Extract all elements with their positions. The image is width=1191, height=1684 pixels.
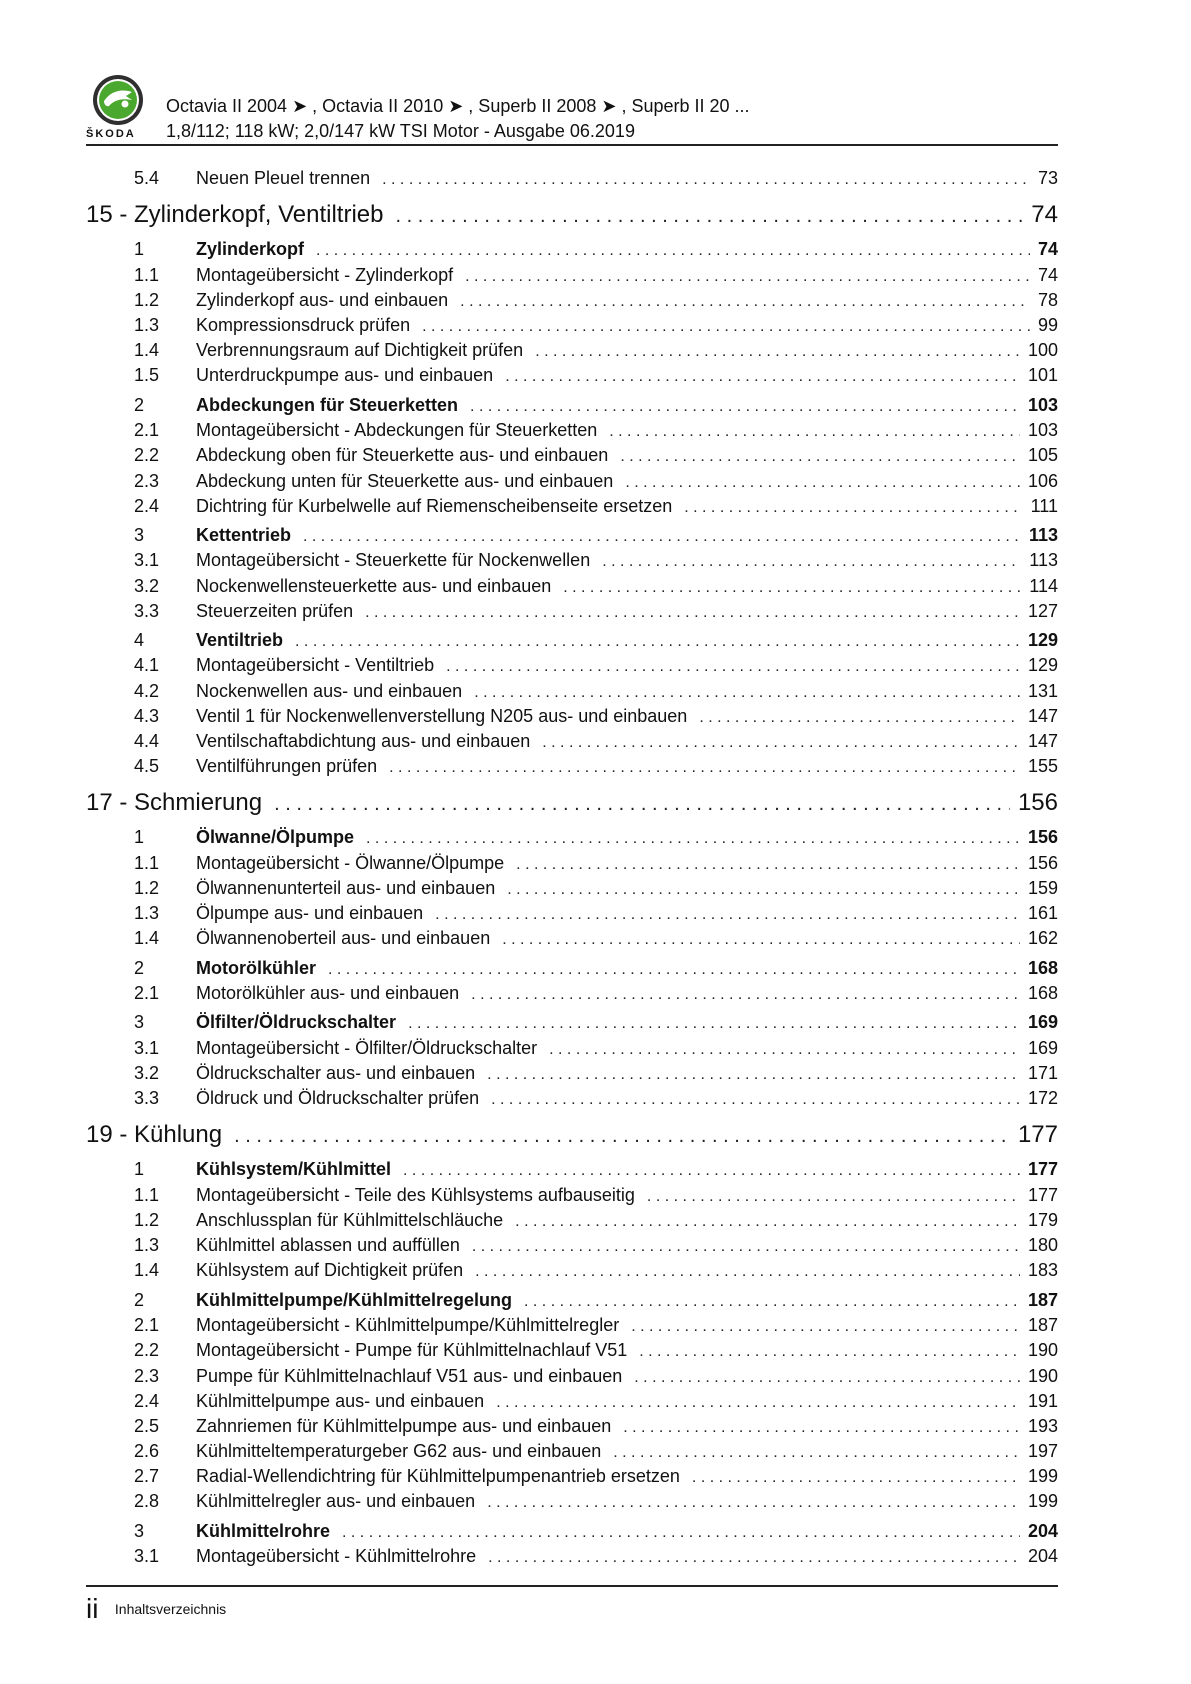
- toc-number: 2.3: [134, 1365, 160, 1386]
- toc-number: 2.8: [134, 1491, 160, 1512]
- toc-entry[interactable]: [86, 853, 1058, 878]
- toc-number: 5.4: [134, 168, 160, 188]
- toc-page-number: 199: [1027, 1466, 1058, 1487]
- toc-page-number: 169: [1027, 1012, 1058, 1033]
- toc-page-number: 106: [1027, 470, 1058, 491]
- toc-section[interactable]: [86, 521, 1058, 551]
- toc-leader-dots: [507, 881, 1020, 899]
- toc-title: Kettentrieb: [196, 524, 292, 545]
- toc-page-number: 191: [1027, 1390, 1058, 1411]
- toc-title: Montageübersicht - Abdeckungen für Steuerketten: [196, 420, 598, 441]
- toc-title: 17 - Schmierung: [86, 789, 263, 817]
- toc-title: Ölwanne/Ölpumpe: [196, 827, 355, 848]
- toc-number: 1: [134, 827, 145, 848]
- toc-title: Pumpe für Kühlmittelnachlauf V51 aus- und einbauen: [196, 1365, 623, 1386]
- toc-title: Ventiltrieb: [196, 629, 284, 650]
- toc-number: 2.3: [134, 470, 160, 491]
- toc-leader-dots: [487, 1066, 1020, 1084]
- toc-title: Motorölkühler: [196, 957, 316, 978]
- toc-leader-dots: [316, 242, 1030, 260]
- toc-entry[interactable]: [86, 706, 1058, 731]
- toc-leader-dots: [303, 528, 1021, 546]
- toc-number: 4.1: [134, 655, 160, 676]
- toc-entry[interactable]: [86, 420, 1058, 445]
- toc-title: Nockenwellen aus- und einbauen: [196, 680, 463, 701]
- toc-title: Nockenwellensteuerkette aus- und einbauen: [196, 575, 552, 596]
- toc-title: Neuen Pleuel trennen: [196, 168, 371, 188]
- toc-leader-dots: [524, 1293, 1020, 1311]
- toc-page-number: 129: [1027, 629, 1058, 650]
- page-footer: [86, 1593, 226, 1625]
- toc-number: 1.3: [134, 903, 160, 924]
- toc-title: Ventilschaftabdichtung aus- und einbauen: [196, 731, 531, 751]
- toc-leader-dots: [366, 830, 1020, 848]
- toc-chapter[interactable]: [86, 781, 1058, 823]
- toc-page-number: 113: [1028, 524, 1058, 545]
- toc-title: Abdeckungen für Steuerketten: [196, 394, 459, 415]
- toc-number: 1.3: [134, 1235, 160, 1256]
- toc-entry[interactable]: [86, 576, 1058, 601]
- toc-leader-dots: [474, 684, 1020, 702]
- toc-entry[interactable]: [86, 1038, 1058, 1063]
- toc-entry[interactable]: [86, 1466, 1058, 1491]
- toc-entry[interactable]: [86, 471, 1058, 496]
- toc-number: 1.4: [134, 928, 160, 949]
- footer-label: Inhaltsverzeichnis: [114, 1601, 227, 1617]
- toc-page-number: 171: [1027, 1063, 1058, 1083]
- toc-title: Ventilführungen prüfen: [196, 756, 378, 777]
- toc-leader-dots: [699, 709, 1020, 727]
- toc-number: 1.2: [134, 1210, 160, 1231]
- toc-page-number: 74: [1037, 264, 1058, 285]
- toc-title: Kühlmittel ablassen und auffüllen: [196, 1235, 460, 1256]
- toc-page-number: 131: [1027, 680, 1058, 701]
- toc-number: 2.1: [134, 983, 160, 1004]
- toc-entry[interactable]: [86, 1366, 1058, 1391]
- toc-title: Abdeckung unten für Steuerkette aus- und einbauen: [196, 470, 614, 491]
- toc-title: Montageübersicht - Pumpe für Kühlmittelnachlauf V51: [196, 1340, 628, 1361]
- toc-leader-dots: [422, 318, 1030, 336]
- header-engine: 1,8/112; 118 kW; 2,0/147 kW TSI Motor - Ausgabe 06.2019: [166, 121, 635, 141]
- toc-number: 4.2: [134, 680, 160, 701]
- toc-title: Ventil 1 für Nockenwellenverstellung N205 aus- und einbauen: [196, 705, 688, 726]
- toc-number: 4.5: [134, 756, 160, 777]
- toc-page-number: 127: [1027, 600, 1058, 621]
- toc-leader-dots: [535, 343, 1020, 361]
- toc-leader-dots: [563, 579, 1021, 597]
- toc-page-number: 177: [1027, 1159, 1058, 1180]
- toc-number: 1.1: [134, 852, 160, 873]
- toc-entry[interactable]: [86, 731, 1058, 756]
- toc-title: Kühlsystem auf Dichtigkeit prüfen: [196, 1260, 464, 1281]
- toc-section[interactable]: [86, 235, 1058, 265]
- toc-title: Montageübersicht - Ventiltrieb: [196, 655, 435, 676]
- toc-page-number: 199: [1027, 1491, 1058, 1512]
- toc-entry[interactable]: [86, 655, 1058, 680]
- toc-page-number: 161: [1027, 903, 1058, 924]
- toc-page-number: 156: [1017, 789, 1058, 817]
- toc-leader-dots: [435, 906, 1020, 924]
- toc-page-number: 179: [1027, 1210, 1058, 1231]
- toc-number: 1.2: [134, 289, 160, 310]
- toc-leader-dots: [446, 658, 1020, 676]
- toc-entry[interactable]: [86, 365, 1058, 390]
- toc-title: Öldruck und Öldruckschalter prüfen: [196, 1088, 480, 1109]
- toc-leader-dots: [502, 931, 1020, 949]
- toc-section[interactable]: [86, 1286, 1058, 1316]
- toc-title: Montageübersicht - Steuerkette für Nockenwellen: [196, 550, 591, 571]
- toc-leader-dots: [470, 398, 1020, 416]
- toc-number: 2: [134, 957, 145, 978]
- toc-leader-dots: [692, 1469, 1020, 1487]
- table-of-contents: [86, 168, 1058, 1571]
- toc-title: Radial-Wellendichtring für Kühlmittelpumpenantrieb ersetzen: [196, 1466, 680, 1487]
- toc-leader-dots: [487, 1494, 1020, 1512]
- toc-number: 2.2: [134, 1340, 160, 1361]
- toc-page-number: 168: [1027, 983, 1058, 1004]
- toc-number: 3: [134, 524, 145, 545]
- footer-divider: [86, 1585, 1058, 1587]
- toc-entry[interactable]: [86, 265, 1058, 290]
- toc-leader-dots: [623, 1419, 1020, 1437]
- toc-number: 3.1: [134, 550, 160, 571]
- toc-page-number: 101: [1027, 365, 1058, 386]
- toc-entry[interactable]: [86, 983, 1058, 1008]
- toc-number: 1.1: [134, 1184, 160, 1205]
- toc-page-number: 193: [1027, 1415, 1058, 1436]
- toc-entry[interactable]: [86, 290, 1058, 315]
- toc-leader-dots: [382, 171, 1030, 189]
- toc-leader-dots: [613, 1444, 1020, 1462]
- toc-section[interactable]: [86, 1155, 1058, 1185]
- toc-number: 1.5: [134, 365, 160, 386]
- toc-number: 3.2: [134, 575, 160, 596]
- brand-name: ŠKODA: [86, 128, 136, 140]
- toc-page-number: 159: [1027, 878, 1058, 899]
- toc-leader-dots: [403, 1162, 1020, 1180]
- header-divider: [86, 144, 1058, 146]
- toc-leader-dots: [542, 734, 1020, 752]
- toc-leader-dots: [274, 793, 1010, 816]
- toc-entry[interactable]: [86, 1185, 1058, 1210]
- toc-number: 2.2: [134, 445, 160, 466]
- toc-leader-dots: [328, 961, 1020, 979]
- toc-number: 4.4: [134, 731, 160, 751]
- toc-entry[interactable]: [86, 1441, 1058, 1466]
- toc-leader-dots: [491, 1091, 1020, 1109]
- toc-entry[interactable]: [86, 1315, 1058, 1340]
- toc-title: 19 - Kühlung: [86, 1121, 223, 1149]
- toc-page-number: 147: [1027, 731, 1058, 751]
- page-numeral: ii: [86, 1593, 99, 1624]
- toc-title: 15 - Zylinderkopf, Ventiltrieb: [86, 201, 384, 229]
- toc-page-number: 99: [1037, 315, 1058, 336]
- toc-section[interactable]: [86, 626, 1058, 656]
- toc-entry[interactable]: [86, 445, 1058, 470]
- toc-page-number: 180: [1027, 1235, 1058, 1256]
- toc-number: 1.1: [134, 264, 160, 285]
- toc-entry[interactable]: [86, 315, 1058, 340]
- toc-page-number: 168: [1027, 957, 1058, 978]
- toc-page-number: 74: [1037, 239, 1058, 260]
- toc-page-number: 169: [1027, 1037, 1058, 1058]
- toc-number: 2.5: [134, 1415, 160, 1436]
- toc-entry[interactable]: [86, 1235, 1058, 1260]
- toc-entry[interactable]: [86, 756, 1058, 781]
- toc-title: Montageübersicht - Kühlmittelpumpe/Kühlmittelregler: [196, 1315, 620, 1336]
- toc-chapter[interactable]: [86, 1113, 1058, 1155]
- toc-title: Kühlmittelregler aus- und einbauen: [196, 1491, 476, 1512]
- toc-leader-dots: [639, 1343, 1020, 1361]
- toc-entry[interactable]: [86, 1088, 1058, 1113]
- toc-page-number: 190: [1027, 1340, 1058, 1361]
- toc-entry[interactable]: [86, 1491, 1058, 1516]
- toc-leader-dots: [505, 368, 1020, 386]
- toc-chapter[interactable]: [86, 193, 1058, 235]
- toc-leader-dots: [515, 1213, 1020, 1231]
- toc-title: Steuerzeiten prüfen: [196, 600, 354, 621]
- toc-page-number: 183: [1027, 1260, 1058, 1281]
- toc-page-number: 155: [1027, 756, 1058, 777]
- toc-page-number: 190: [1027, 1365, 1058, 1386]
- toc-section[interactable]: [86, 1008, 1058, 1038]
- toc-leader-dots: [295, 633, 1020, 651]
- toc-leader-dots: [389, 759, 1020, 777]
- toc-leader-dots: [395, 205, 1023, 228]
- toc-title: Kompressionsdruck prüfen: [196, 315, 411, 336]
- toc-entry[interactable]: [86, 1210, 1058, 1235]
- toc-leader-dots: [408, 1015, 1020, 1033]
- toc-leader-dots: [602, 553, 1021, 571]
- toc-number: 2: [134, 1289, 145, 1310]
- toc-page-number: 177: [1027, 1184, 1058, 1205]
- toc-number: 3.3: [134, 600, 160, 621]
- toc-number: 1.2: [134, 878, 160, 899]
- toc-leader-dots: [472, 1238, 1020, 1256]
- toc-page-number: 73: [1037, 168, 1058, 188]
- toc-entry[interactable]: [86, 496, 1058, 521]
- toc-title: Kühlmitteltemperaturgeber G62 aus- und einbauen: [196, 1441, 602, 1462]
- toc-leader-dots: [609, 423, 1020, 441]
- toc-leader-dots: [471, 986, 1020, 1004]
- toc-title: Zylinderkopf: [196, 239, 305, 260]
- toc-entry[interactable]: [86, 1340, 1058, 1365]
- toc-leader-dots: [496, 1394, 1020, 1412]
- toc-title: Dichtring für Kurbelwelle auf Riemenscheibenseite ersetzen: [196, 495, 673, 516]
- toc-leader-dots: [488, 1549, 1020, 1567]
- toc-title: Kühlsystem/Kühlmittel: [196, 1159, 392, 1180]
- toc-title: Montageübersicht - Ölfilter/Öldruckschalter: [196, 1037, 538, 1058]
- toc-entry[interactable]: [86, 168, 1058, 193]
- toc-title: Montageübersicht - Ölwanne/Ölpumpe: [196, 852, 505, 873]
- toc-title: Kühlmittelpumpe aus- und einbauen: [196, 1390, 485, 1411]
- toc-leader-dots: [475, 1263, 1020, 1281]
- toc-entry[interactable]: [86, 928, 1058, 953]
- toc-title: Kühlmittelrohre: [196, 1520, 331, 1541]
- toc-page-number: 172: [1027, 1088, 1058, 1109]
- toc-page-number: 187: [1027, 1289, 1058, 1310]
- toc-page-number: 177: [1017, 1121, 1058, 1149]
- toc-number: 1: [134, 1159, 145, 1180]
- toc-page-number: 103: [1027, 420, 1058, 441]
- toc-title: Unterdruckpumpe aus- und einbauen: [196, 365, 494, 386]
- toc-title: Ölpumpe aus- und einbauen: [196, 903, 424, 924]
- toc-title: Abdeckung oben für Steuerkette aus- und einbauen: [196, 445, 609, 466]
- toc-page-number: 111: [1030, 495, 1058, 516]
- toc-page-number: 105: [1027, 445, 1058, 466]
- toc-page-number: 74: [1031, 201, 1058, 229]
- toc-number: 2.1: [134, 1315, 160, 1336]
- toc-section[interactable]: [86, 391, 1058, 421]
- toc-number: 3.1: [134, 1037, 160, 1058]
- toc-number: 2.4: [134, 495, 160, 516]
- toc-leader-dots: [684, 499, 1022, 517]
- toc-page-number: 204: [1027, 1546, 1058, 1567]
- toc-number: 2.4: [134, 1390, 160, 1411]
- toc-number: 4.3: [134, 705, 160, 726]
- toc-entry[interactable]: [86, 878, 1058, 903]
- toc-number: 3.3: [134, 1088, 160, 1109]
- toc-page-number: 204: [1027, 1520, 1058, 1541]
- toc-page-number: 147: [1027, 705, 1058, 726]
- toc-title: Ölwannenunterteil aus- und einbauen: [196, 878, 496, 899]
- toc-page-number: 162: [1027, 928, 1058, 949]
- toc-number: 4: [134, 629, 145, 650]
- toc-number: 2.1: [134, 420, 160, 441]
- toc-leader-dots: [634, 1369, 1020, 1387]
- toc-number: 1: [134, 239, 145, 260]
- toc-title: Montageübersicht - Zylinderkopf: [196, 264, 454, 285]
- toc-title: Ölfilter/Öldruckschalter: [196, 1012, 397, 1033]
- toc-page-number: 129: [1027, 655, 1058, 676]
- toc-leader-dots: [549, 1041, 1020, 1059]
- toc-title: Zylinderkopf aus- und einbauen: [196, 289, 449, 310]
- toc-entry[interactable]: [86, 1416, 1058, 1441]
- toc-entry[interactable]: [86, 1391, 1058, 1416]
- toc-entry[interactable]: [86, 1063, 1058, 1088]
- toc-entry[interactable]: [86, 903, 1058, 928]
- toc-entry[interactable]: [86, 550, 1058, 575]
- toc-page-number: 114: [1029, 575, 1058, 596]
- toc-number: 3.1: [134, 1546, 160, 1567]
- toc-page-number: 187: [1027, 1315, 1058, 1336]
- toc-leader-dots: [460, 293, 1030, 311]
- toc-title: Zahnriemen für Kühlmittelpumpe aus- und einbauen: [196, 1415, 612, 1436]
- toc-number: 2.7: [134, 1466, 160, 1487]
- toc-entry[interactable]: [86, 1260, 1058, 1285]
- toc-page-number: 156: [1027, 852, 1058, 873]
- toc-title: Ölwannenoberteil aus- und einbauen: [196, 928, 491, 949]
- toc-title: Montageübersicht - Kühlmittelrohre: [196, 1546, 477, 1567]
- toc-page-number: 100: [1027, 340, 1058, 361]
- toc-title: Motorölkühler aus- und einbauen: [196, 983, 460, 1004]
- toc-page-number: 156: [1027, 827, 1058, 848]
- toc-number: 3: [134, 1012, 145, 1033]
- toc-number: 2.6: [134, 1441, 160, 1462]
- toc-section[interactable]: [86, 954, 1058, 984]
- page-header: [86, 68, 1058, 146]
- toc-leader-dots: [516, 856, 1020, 874]
- toc-leader-dots: [647, 1188, 1020, 1206]
- toc-entry[interactable]: [86, 681, 1058, 706]
- toc-section[interactable]: [86, 823, 1058, 853]
- toc-leader-dots: [365, 604, 1020, 622]
- toc-leader-dots: [625, 474, 1020, 492]
- toc-leader-dots: [465, 268, 1030, 286]
- toc-number: 1.4: [134, 340, 160, 361]
- toc-number: 3.2: [134, 1063, 160, 1083]
- toc-page-number: 103: [1027, 394, 1058, 415]
- toc-page-number: 113: [1029, 550, 1058, 571]
- toc-number: 2: [134, 394, 145, 415]
- toc-leader-dots: [342, 1524, 1020, 1542]
- toc-title: Öldruckschalter aus- und einbauen: [196, 1063, 476, 1083]
- toc-entry[interactable]: [86, 340, 1058, 365]
- toc-leader-dots: [234, 1125, 1010, 1148]
- toc-entry[interactable]: [86, 1546, 1058, 1571]
- toc-page-number: 197: [1027, 1441, 1058, 1462]
- toc-number: 1.4: [134, 1260, 160, 1281]
- toc-title: Kühlmittelpumpe/Kühlmittelregelung: [196, 1289, 513, 1310]
- toc-leader-dots: [631, 1318, 1020, 1336]
- toc-number: 3: [134, 1520, 145, 1541]
- toc-title: Verbrennungsraum auf Dichtigkeit prüfen: [196, 340, 524, 361]
- toc-leader-dots: [620, 448, 1020, 466]
- skoda-logo-icon: [92, 74, 144, 126]
- toc-entry[interactable]: [86, 601, 1058, 626]
- toc-title: Montageübersicht - Teile des Kühlsystems aufbauseitig: [196, 1184, 635, 1205]
- toc-section[interactable]: [86, 1517, 1058, 1547]
- toc-number: 1.3: [134, 315, 160, 336]
- header-models: Octavia II 2004 ➤ , Octavia II 2010 ➤ , Superb II 2008 ➤ , Superb II 20 ...: [166, 96, 750, 116]
- toc-title: Anschlussplan für Kühlmittelschläuche: [196, 1210, 504, 1231]
- toc-page-number: 78: [1037, 289, 1058, 310]
